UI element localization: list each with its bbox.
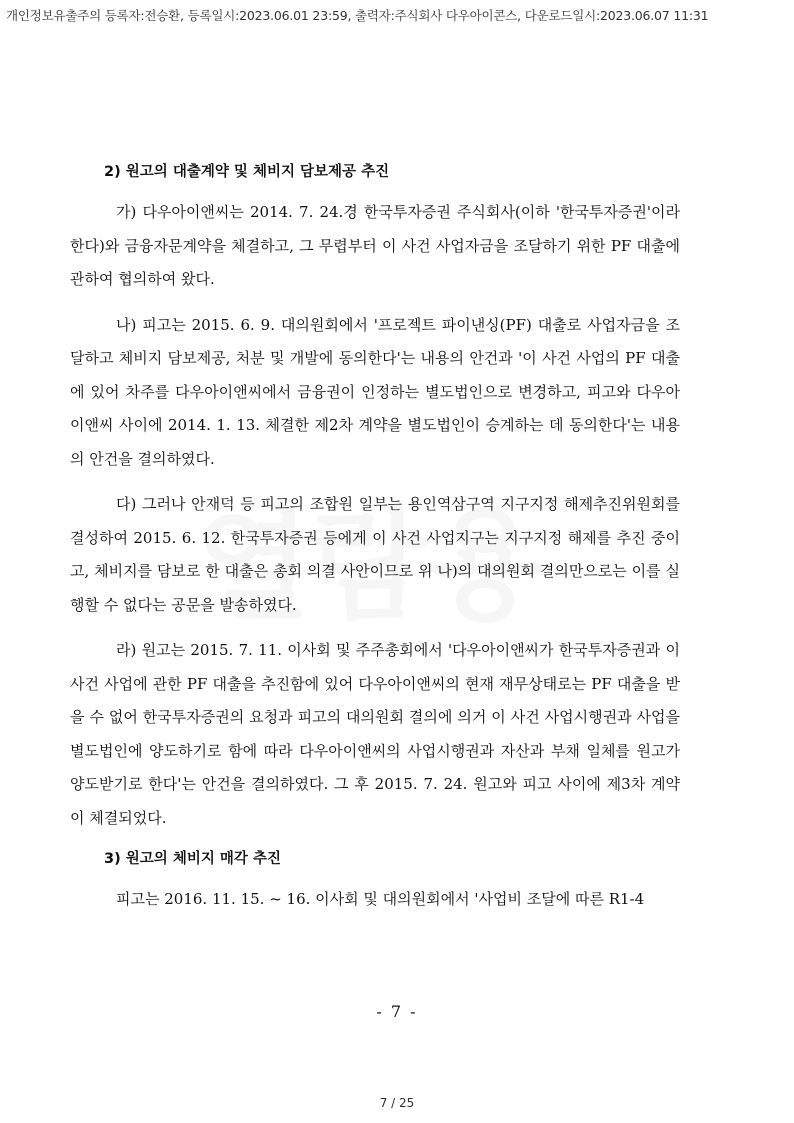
paragraph: 가) 다우아이앤씨는 2014. 7. 24.경 한국투자증권 주식회사(이하 '한국투자증권'이라 한다)와 금융자문계약을 체결하고, 그 무렵부터 이 사건 사업자금을 조달하기 위한 PF 대출에 관하여 협의하여 왔다. [70,203,680,288]
page-count: 7 / 25 [379,1096,415,1110]
section-heading: 3) 원고의 체비지 매각 추진 [104,851,281,867]
paragraph: 다) 그러나 안재덕 등 피고의 조합원 일부는 용인역삼구역 지구지정 해제추진위원회를 결성하여 2015. 6. 12. 한국투자증권 등에게 이 사건 사업지구는 지구지정 해제를 추진 중이고, 체비지를 담보로 한 대출은 총회 의결 사안이므로 위 나)의 대의원회 결의만으로는 이를 실행할 수 없다는 공문을 발송하였다. [70,495,680,614]
paragraph: 피고는 2016. 11. 15. ~ 16. 이사회 및 대의원회에서 '사업비 조달에 따른 R1-4 [116,890,645,908]
document-body [70,160,680,929]
section-loan-contract [70,160,680,835]
paragraph: 나) 피고는 2015. 6. 9. 대의원회에서 '프로젝트 파이낸싱(PF) 대출로 사업자금을 조달하고 체비지 담보제공, 처분 및 개발에 동의한다'는 내용의 안건과 '이 사건 사업의 PF 대출에 있어 차주를 다우아이앤씨에서 금융권이 인정하는 별도법인으로 변경하고, 피고와 다우아이앤씨 사이에 2014. 1. 13. 체결한 제2차 계약을 별도법인이 승계하는 데 동의한다'는 내용의 안건을 결의하였다. [70,315,680,468]
page-number: - 7 - [376,1002,418,1021]
section-land-sale [70,847,680,917]
document-header: 개인정보유출주의 등록자:전승환, 등록일시:2023.06.01 23:59, 출력자:주식회사 다우아이콘스, 다운로드일시:2023.06.07 11:31 [6,8,709,23]
paragraph: 라) 원고는 2015. 7. 11. 이사회 및 주주총회에서 '다우아이앤씨가 한국투자증권과 이 사건 사업에 관한 PF 대출을 추진함에 있어 다우아이앤씨의 현재 재무상태로는 PF 대출을 받을 수 없어 한국투자증권의 요청과 피고의 대의원회 결의에 의거 이 사건 사업시행권과 사업을 별도법인에 양도하기로 함에 따라 다우아이앤씨의 사업시행권과 자산과 부채 일체를 원고가 양도받기로 한다'는 안건을 결의하였다. 그 후 2015. 7. 24. 원고와 피고 사이에 제3차 계약이 체결되었다. [70,641,680,827]
section-heading: 2) 원고의 대출계약 및 체비지 담보제공 추진 [104,164,390,180]
